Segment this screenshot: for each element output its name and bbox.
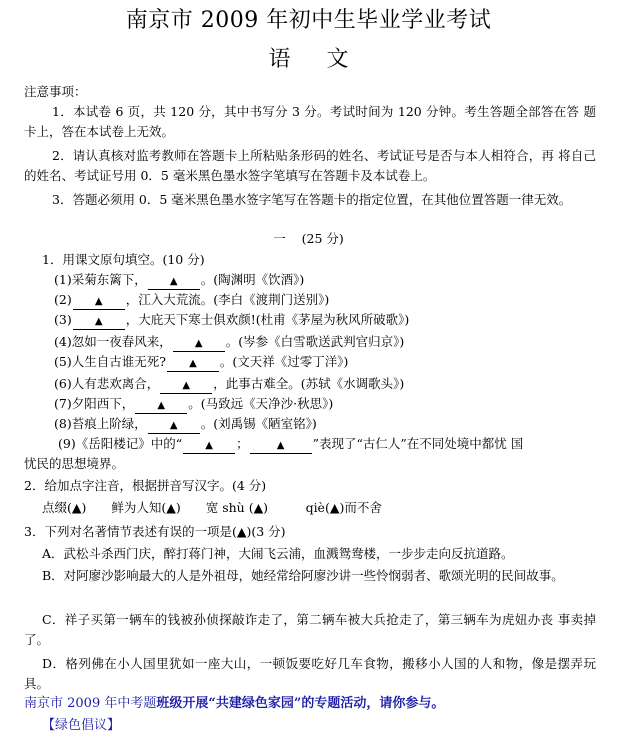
q1-item-pre: (5)人生自古谁无死? (54, 354, 166, 369)
q3-option-b: B．对阿廖沙影响最大的人是外祖母，她经常给阿廖沙讲一些怜悯弱者、歌颂光明的民间故事。 (42, 568, 564, 583)
answer-blank[interactable] (183, 436, 235, 454)
q1-item-post: 。(刘禹锡《陋室铭》) (200, 416, 317, 431)
q3-stem: 3．下列对名著情节表述有误的一项是(▲)(3 分) (24, 524, 286, 539)
source-label: 南京市 2009 年中考题 (24, 696, 157, 711)
q1-item-pre: (1)采菊东篱下， (54, 272, 147, 287)
q3-option-a: A．武松斗杀西门庆，醉打蒋门神，大闹飞云浦，血溅鸳鸯楼，一步步走向反抗道路。 (42, 546, 514, 561)
q1-item (54, 374, 404, 394)
q1-item (54, 310, 409, 330)
triangle-icon: ▲ (189, 358, 197, 369)
note-item-3: 3．答题必须用 0．5 毫米黑色墨水签字笔写在答题卡的指定位置，在其他位置答题一律无效。 (52, 192, 572, 207)
triangle-icon: ▲ (182, 380, 191, 391)
q1-item-post: 。(文天祥《过零丁洋》) (219, 354, 349, 369)
q1-item-9-cont: 忧民的思想境界。 (24, 456, 125, 471)
answer-blank[interactable] (73, 292, 125, 310)
exam-title: 南京市 2009 年初中生毕业学业考试 (125, 8, 492, 33)
q3-option-c: C．祥子买第一辆车的钱被孙侦探敲诈走了，第二辆车被大兵抢走了，第三辆车为虎妞办丧 事卖掉了。 (24, 612, 596, 647)
note-item-1: 1．本试卷 6 页，共 120 分，其中书写分 3 分。考试时间为 120 分钟。考生答题全部答在答 题卡上，答在本试卷上无效。 (24, 104, 596, 139)
triangle-icon: ▲ (94, 316, 103, 327)
answer-blank[interactable] (173, 334, 225, 352)
triangle-icon: ▲ (94, 296, 103, 307)
triangle-icon: ▲ (194, 338, 203, 349)
q1-stem: 1．用课文原句填空。(10 分) (42, 252, 205, 267)
q1-item-9 (58, 434, 523, 454)
answer-blank[interactable] (250, 436, 312, 454)
q1-item-post: ，此事古难全。(苏轼《水调歌头》) (213, 376, 405, 391)
section-number: 一 (273, 231, 286, 246)
q1-item-post: 。(陶渊明《饮酒》) (200, 272, 305, 287)
q1-item-pre: (3) (54, 312, 72, 327)
q2-words: 点缀(▲) 鲜为人知(▲) 宽 shù (▲) qiè(▲)而不舍 (42, 500, 382, 515)
q1-item (54, 290, 329, 310)
q2-stem: 2．给加点字注音，根据拼音写汉字。(4 分) (24, 478, 267, 493)
q1-item-post: ，大庇天下寒士俱欢颜!(杜甫《茅屋为秋风所破歌》) (125, 312, 410, 327)
green-proposal-heading: 【绿色倡议】 (42, 718, 121, 733)
q1-item-9-mid: ； (236, 436, 249, 451)
notes-heading: 注意事项： (24, 84, 87, 99)
q1-item-pre: (8)苔痕上阶绿， (54, 416, 147, 431)
footer-line (24, 694, 444, 714)
section-points: (25 分) (301, 231, 344, 246)
answer-blank[interactable] (167, 354, 219, 372)
q1-item (54, 394, 333, 414)
triangle-icon: ▲ (169, 420, 178, 431)
q1-item (54, 332, 404, 352)
q1-item (54, 352, 348, 372)
triangle-icon: ▲ (169, 276, 178, 287)
q1-item (54, 414, 317, 434)
q1-item-post: ，江入大荒流。(李白《渡荆门送别》) (125, 292, 330, 307)
answer-blank[interactable] (135, 396, 187, 414)
note-item-2: 2．请认真核对监考教师在答题卡上所粘贴条形码的姓名、考试证号是否与本人相符合，再 将自己的姓名、考试证号用 0．5 毫米黑色墨水签字笔填写在答题卡及本试卷上。 (24, 148, 596, 183)
q1-item-pre: (7)夕阳西下， (54, 396, 135, 411)
triangle-icon: ▲ (205, 440, 213, 451)
q1-item (54, 270, 304, 290)
subject-title: 语文 (268, 47, 385, 72)
q1-item-9-pre: (9)《岳阳楼记》中的“ (58, 436, 183, 451)
q1-item-post: 。(马致远《天净沙·秋思》) (188, 396, 334, 411)
triangle-icon: ▲ (157, 400, 166, 411)
q1-item-9-post: ”表现了“古仁人”在不同处境中都忧 国 (312, 436, 524, 451)
q1-item-pre: (2) (54, 292, 72, 307)
answer-blank[interactable] (160, 376, 212, 394)
answer-blank[interactable] (148, 272, 200, 290)
q1-item-post: 。(岑参《白雪歌送武判官归京》) (225, 334, 405, 349)
q3-option-d: D．格列佛在小人国里犹如一座大山，一顿饭要吃好几车食物，搬移小人国的人和物，像是摆弄玩具。 (24, 656, 596, 691)
triangle-icon: ▲ (276, 440, 285, 451)
answer-blank[interactable] (148, 416, 200, 434)
q1-item-pre: (6)人有悲欢离合， (54, 376, 160, 391)
section-heading (0, 230, 617, 248)
activity-text: 班级开展“共建绿色家园”的专题活动，请你参与。 (156, 696, 445, 711)
q1-item-pre: (4)忽如一夜春风来， (54, 334, 172, 349)
answer-blank[interactable] (73, 312, 125, 330)
